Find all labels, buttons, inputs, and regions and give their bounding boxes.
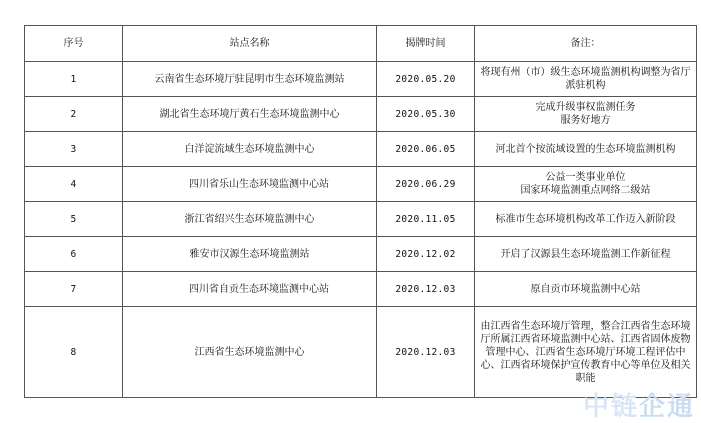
row-note: 完成升级事权监测任务 服务好地方	[475, 97, 697, 132]
table-row	[25, 62, 697, 97]
table-row	[25, 202, 697, 237]
table-row	[25, 272, 697, 307]
row-date: 2020.06.29	[377, 167, 475, 202]
row-note: 河北首个按流域设置的生态环境监测机构	[475, 132, 697, 167]
row-note: 将现有州（市）级生态环境监测机构调整为省厅派驻机构	[475, 62, 697, 97]
row-date: 2020.11.05	[377, 202, 475, 237]
header-index: 序号	[25, 26, 123, 62]
row-note: 由江西省生态环境厅管理，整合江西省生态环境厅所属江西省环境监测中心站、江西省固体废物管理中心、江西省生态环境厅环境工程评估中心、江西省环境保护宣传教育中心等单位及相关职能	[475, 307, 697, 398]
row-date: 2020.05.30	[377, 97, 475, 132]
row-station: 江西省生态环境监测中心	[123, 307, 377, 398]
row-date: 2020.05.20	[377, 62, 475, 97]
watermark-part2: 企通	[638, 392, 695, 422]
row-station: 四川省自贡生态环境监测中心站	[123, 272, 377, 307]
row-station: 云南省生态环境厅驻昆明市生态环境监测站	[123, 62, 377, 97]
row-index: 1	[25, 62, 123, 97]
table-header-row	[25, 26, 697, 62]
row-date: 2020.12.03	[377, 307, 475, 398]
row-note: 原自贡市环境监测中心站	[475, 272, 697, 307]
row-station: 白洋淀流域生态环境监测中心	[123, 132, 377, 167]
row-note: 标准市生态环境机构改革工作迈入新阶段	[475, 202, 697, 237]
table-row	[25, 237, 697, 272]
header-note: 备注：	[475, 26, 697, 62]
table-row	[25, 307, 697, 398]
header-station: 站点名称	[123, 26, 377, 62]
row-index: 2	[25, 97, 123, 132]
row-date: 2020.06.05	[377, 132, 475, 167]
row-index: 6	[25, 237, 123, 272]
row-index: 5	[25, 202, 123, 237]
row-station: 湖北省生态环境厅黄石生态环境监测中心	[123, 97, 377, 132]
table-row	[25, 167, 697, 202]
row-note: 开启了汉源县生态环境监测工作新征程	[475, 237, 697, 272]
watermark-part1: 中链	[582, 392, 639, 422]
watermark-logo	[583, 386, 695, 423]
header-date: 揭牌时间	[377, 26, 475, 62]
station-table	[24, 25, 697, 398]
row-station: 四川省乐山生态环境监测中心站	[123, 167, 377, 202]
row-index: 4	[25, 167, 123, 202]
row-index: 8	[25, 307, 123, 398]
row-note: 公益一类事业单位 国家环境监测重点网络二级站	[475, 167, 697, 202]
row-date: 2020.12.02	[377, 237, 475, 272]
row-index: 7	[25, 272, 123, 307]
table-row	[25, 132, 697, 167]
row-date: 2020.12.03	[377, 272, 475, 307]
table-row	[25, 97, 697, 132]
row-station: 浙江省绍兴生态环境监测中心	[123, 202, 377, 237]
row-station: 雅安市汉源生态环境监测站	[123, 237, 377, 272]
row-index: 3	[25, 132, 123, 167]
